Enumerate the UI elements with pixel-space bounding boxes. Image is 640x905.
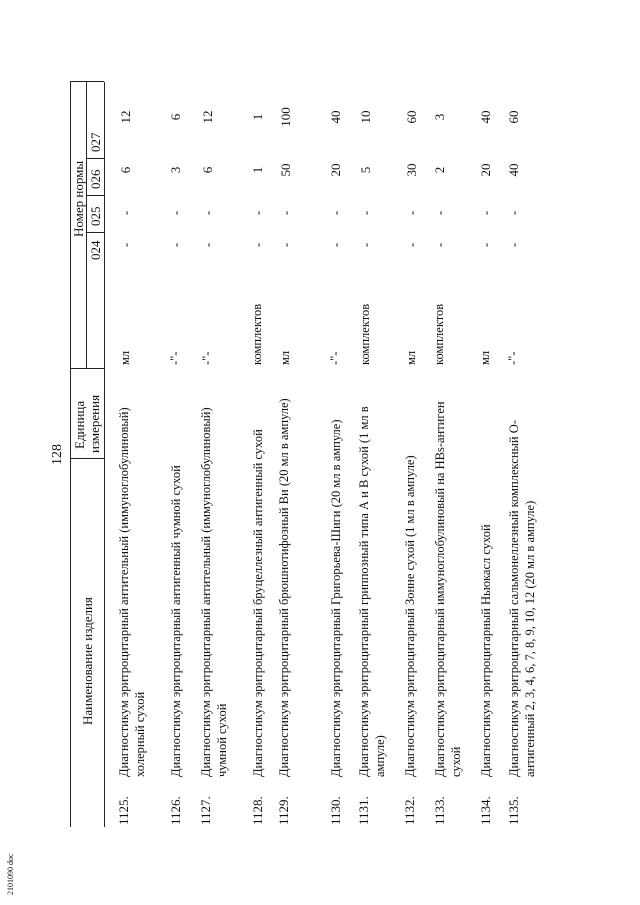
row-value-027: 10 [358, 110, 373, 124]
footer-code: 2101090 doc [6, 853, 15, 895]
row-value-026: 50 [278, 163, 293, 177]
row-name: Диагностикум эритроцитарный Григорьева-Шиги (20 мл в ампуле) [329, 419, 343, 777]
row-number: 1130. [328, 796, 343, 825]
row-value-026: 2 [432, 166, 447, 174]
row-name: Диагностикум эритроцитарный антительный (иммуноглобулиновый) чумной сухой [199, 407, 229, 777]
row-name: Диагностикум эритроцитарный Ньюкасл сухой [479, 524, 493, 777]
row-value-027: 12 [200, 110, 215, 124]
header-norm-group: Номер нормы [71, 160, 86, 237]
header-divider-name [70, 458, 104, 459]
row-value-025: - [168, 210, 183, 216]
header-norm-026: 026 [88, 169, 103, 189]
row-value-024: - [118, 242, 133, 248]
row-value-024: - [278, 242, 293, 248]
header-bottom-border [104, 82, 105, 827]
row-value-025: - [250, 210, 265, 216]
row-name: Диагностикум эритроцитарный Зонне сухой (1 мл в ампуле) [403, 455, 417, 777]
row-number: 1129. [276, 796, 291, 825]
row-number: 1132. [402, 796, 417, 825]
row-value-024: - [432, 242, 447, 248]
row-value-024: - [358, 242, 373, 248]
row-name: Диагностикум эритроцитарный иммуноглобулиновый на HBs-антиген сухой [433, 401, 463, 777]
row-value-026: 1 [250, 166, 265, 174]
row-value-024: - [506, 242, 521, 248]
row-value-024: - [328, 242, 343, 248]
row-value-025: - [200, 210, 215, 216]
row-name: Диагностикум эритроцитарный сальмонеллезный комплексный О-антигенный 2, 3, 4, 6, 7, 8, 9, 10, 12 (20 мл в ампуле) [507, 420, 537, 777]
row-number: 1131. [356, 796, 371, 825]
row-value-024: - [404, 242, 419, 248]
row-name: Диагностикум эритроцитарный антительный (иммуноглобулиновый) холерный сухой [117, 407, 147, 777]
row-value-026: 6 [200, 166, 215, 174]
row-value-026: 20 [478, 163, 493, 177]
row-value-027: 3 [432, 113, 447, 121]
row-unit: комплектов [250, 303, 264, 365]
row-value-024: - [168, 242, 183, 248]
row-value-027: 40 [478, 110, 493, 124]
row-unit: -"- [168, 351, 182, 365]
row-value-025: - [478, 210, 493, 216]
row-value-026: 5 [358, 166, 373, 174]
row-name: Диагностикум эритроцитарный брюшнотифозный Ви (20 мл в ампуле) [277, 398, 291, 777]
row-name: Диагностикум эритроцитарный бруцеллезный антигенный сухой [251, 429, 265, 777]
row-number: 1128. [250, 796, 265, 825]
row-number: 1134. [478, 796, 493, 825]
row-value-024: - [200, 242, 215, 248]
row-unit: комплектов [432, 303, 446, 365]
norm-col-divider-1 [86, 232, 104, 233]
row-value-027: 100 [278, 107, 293, 127]
row-unit: комплектов [358, 303, 372, 365]
row-value-025: - [278, 210, 293, 216]
row-unit: мл [118, 350, 132, 365]
row-number: 1133. [432, 796, 447, 825]
row-value-027: 1 [250, 113, 265, 121]
header-norm-027: 027 [88, 132, 103, 152]
row-unit: -"- [328, 351, 342, 365]
row-value-024: - [478, 242, 493, 248]
row-value-025: - [432, 210, 447, 216]
header-norm-024: 024 [88, 240, 103, 260]
header-unit-line2: измерения [87, 394, 102, 453]
header-divider-unit [70, 368, 104, 369]
row-number: 1135. [506, 796, 521, 825]
header-unit-line1: Единица [72, 400, 87, 449]
row-value-024: - [250, 242, 265, 248]
row-number: 1125. [116, 796, 131, 825]
row-name: Диагностикум эритроцитарный гриппозный типа А и В сухой (1 мл в ампуле) [357, 406, 387, 777]
row-value-027: 6 [168, 113, 183, 121]
row-unit: -"- [506, 351, 520, 365]
norm-col-divider-2 [86, 195, 104, 196]
row-unit: мл [404, 350, 418, 365]
row-value-027: 60 [506, 110, 521, 124]
row-unit: -"- [200, 351, 214, 365]
row-number: 1126. [168, 796, 183, 825]
row-value-025: - [358, 210, 373, 216]
row-name: Диагностикум эритроцитарный антигенный чумной сухой [169, 465, 183, 777]
row-value-027: 40 [328, 110, 343, 124]
row-value-027: 12 [118, 110, 133, 124]
row-unit: мл [278, 350, 292, 365]
row-value-026: 20 [328, 163, 343, 177]
norm-col-divider-3 [86, 158, 104, 159]
row-unit: мл [478, 350, 492, 365]
row-value-025: - [404, 210, 419, 216]
row-number: 1127. [198, 796, 213, 825]
row-value-026: 30 [404, 163, 419, 177]
page-number: 128 [50, 444, 65, 465]
header-norm-025: 025 [88, 206, 103, 226]
row-value-026: 3 [168, 166, 183, 174]
row-value-026: 40 [506, 163, 521, 177]
header-right-border [70, 81, 104, 82]
header-name: Наименование изделия [80, 597, 95, 725]
row-value-026: 6 [118, 166, 133, 174]
row-value-027: 60 [404, 110, 419, 124]
row-value-025: - [506, 210, 521, 216]
row-value-025: - [328, 210, 343, 216]
row-value-025: - [118, 210, 133, 216]
